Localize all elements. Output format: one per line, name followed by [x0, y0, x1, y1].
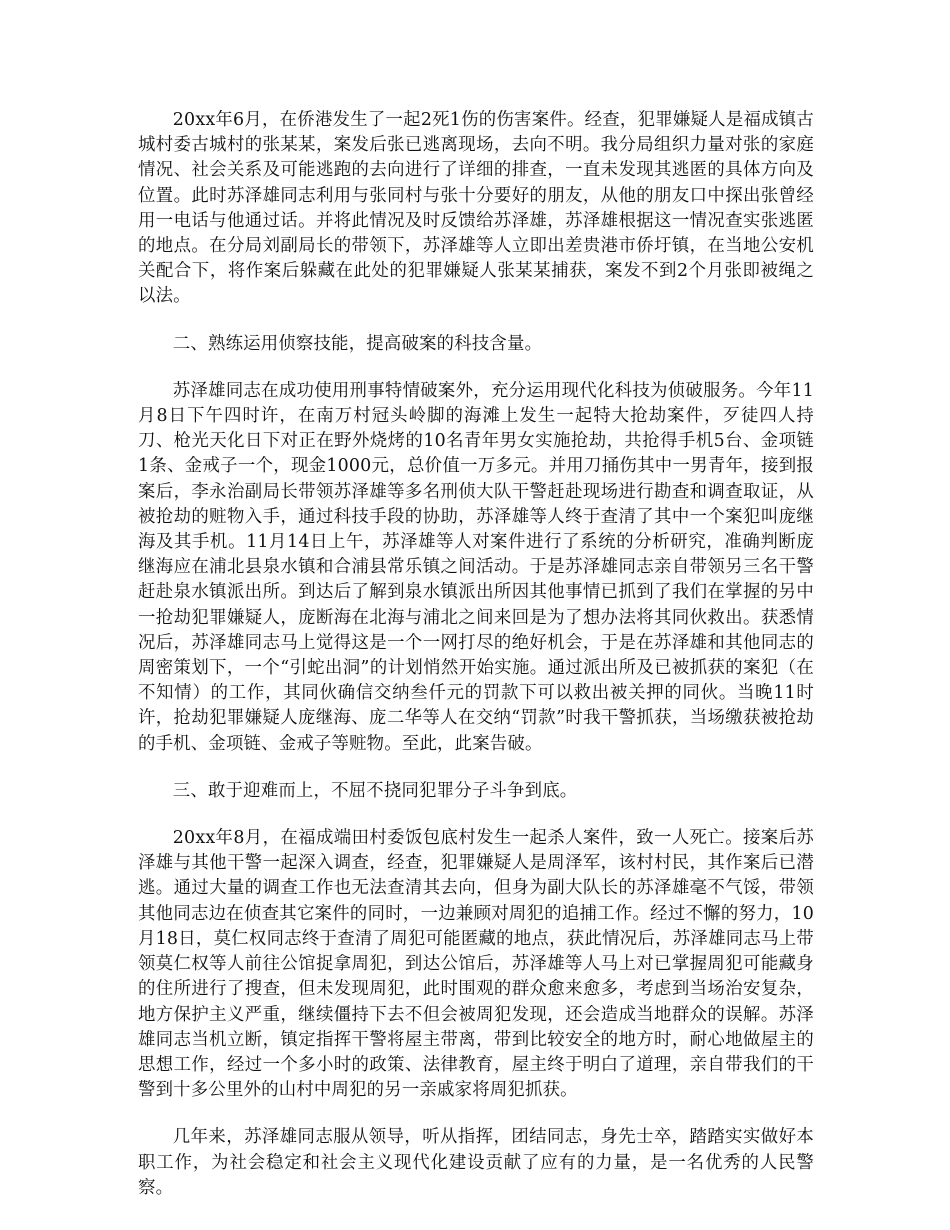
paragraph-spacer	[138, 757, 814, 779]
paragraph-spacer	[138, 1103, 814, 1125]
paragraph-case-homicide: 20xx年8月，在福成端田村委饭包底村发生一起杀人案件，致一人死亡。接案后苏泽雄与其他干警一起深入调查，经查，犯罪嫌疑人是周泽军，该村村民，其作案后已潜逃。通过大量的调查工作也无法查清其去向，但身为副大队长的苏泽雄毫不气馁，带领其他同志边在侦查其它案件的同时，一边兼顾对周犯的追捕工作。经过不懈的努力，10月18日，莫仁权同志终于查清了周犯可能匿藏的地点，获此情况后，苏泽雄同志马上带领莫仁权等人前往公馆捉拿周犯，到达公馆后，苏泽雄等人马上对已掌握周犯可能藏身的住所进行了搜查，但未发现周犯，此时围观的群众愈来愈多，考虑到当场治安复杂，地方保护主义严重，继续僵持下去不但会被周犯发现，还会造成当地群众的误解。苏泽雄同志当机立断，镇定指挥干警将屋主带离，带到比较安全的地方时，耐心地做屋主的思想工作，经过一个多小时的政策、法律教育，屋主终于明白了道理，亲自带我们的干警到十多公里外的山村中周犯的另一亲戚家将周犯抓获。	[138, 828, 814, 1101]
section-heading-3: 三、敢于迎难而上，不屈不挠同犯罪分子斗争到底。	[172, 780, 578, 801]
paragraph-spacer	[138, 310, 814, 332]
paragraph-spacer	[138, 804, 814, 826]
paragraph-conclusion: 几年来，苏泽雄同志服从领导，听从指挥，团结同志，身先士卒，踏踏实实做好本职工作，为社会稳定和社会主义现代化建设贡献了应有的力量，是一名优秀的人民警察。	[138, 1127, 814, 1198]
paragraph-case-qiaogang: 20xx年6月，在侨港发生了一起2死1伤的伤害案件。经查，犯罪嫌疑人是福成镇古城村委古城村的张某某，案发后张已逃离现场，去向不明。我分局组织力量对张的家庭情况、社会关系及可能逃跑的去向进行了详细的排查，一直未发现其逃匿的具体方向及位置。此时苏泽雄同志利用与张同村与张十分要好的朋友，从他的朋友口中探出张曾经用一电话与他通过话。并将此情况及时反馈给苏泽雄，苏泽雄根据这一情况查实张逃匿的地点。在分局刘副局长的带领下，苏泽雄等人立即出差贵港市侨圩镇，在当地公安机关配合下，将作案后躲藏在此处的犯罪嫌疑人张某某捕获，案发不到2个月张即被绳之以法。	[138, 110, 814, 307]
paragraph-spacer	[138, 357, 814, 379]
section-heading-2: 二、熟练运用侦察技能，提高破案的科技含量。	[172, 333, 543, 354]
paragraph-case-robbery: 苏泽雄同志在成功使用刑事特情破案外，充分运用现代化科技为侦破服务。今年11月8日下午四时许，在南万村冠头岭脚的海滩上发生一起特大抢劫案件，歹徒四人持刀、枪光天化日下对正在野外烧烤的10名青年男女实施抢劫，共抢得手机5台、金项链1条、金戒子一个，现金1000元，总价值一万多元。并用刀捅伤其中一男青年，接到报案后，李永治副局长带领苏泽雄等多名刑侦大队干警赶赴现场进行勘查和调查取证，从被抢劫的赃物入手，通过科技手段的协助，苏泽雄等人终于查清了其中一个案犯叫庞继海及其手机。11月14日上午，苏泽雄等人对案件进行了系统的分析研究，准确判断庞继海应在浦北县泉水镇和合浦县常乐镇之间活动。于是苏泽雄同志亲自带领另三名干警赶赴泉水镇派出所。到达后了解到泉水镇派出所因其他事情已抓到了我们在掌握的另中一抢劫犯罪嫌疑人，庞断海在北海与浦北之间来回是为了想办法将其同伙救出。获悉情况后，苏泽雄同志马上觉得这是一个一网打尽的绝好机会，于是在苏泽雄和其他同志的周密策划下，一个“引蛇出洞”的计划悄然开始实施。通过派出所及已被抓获的案犯（在不知情）的工作，其同伙确信交纳叁仟元的罚款下可以救出被关押的同伙。当晚11时许，抢劫犯罪嫌疑人庞继海、庞二华等人在交纳“罚款”时我干警抓获，当场缴获被抢劫的手机、金项链、金戒子等赃物。至此，此案告破。	[138, 380, 814, 754]
document-body	[138, 108, 814, 1201]
